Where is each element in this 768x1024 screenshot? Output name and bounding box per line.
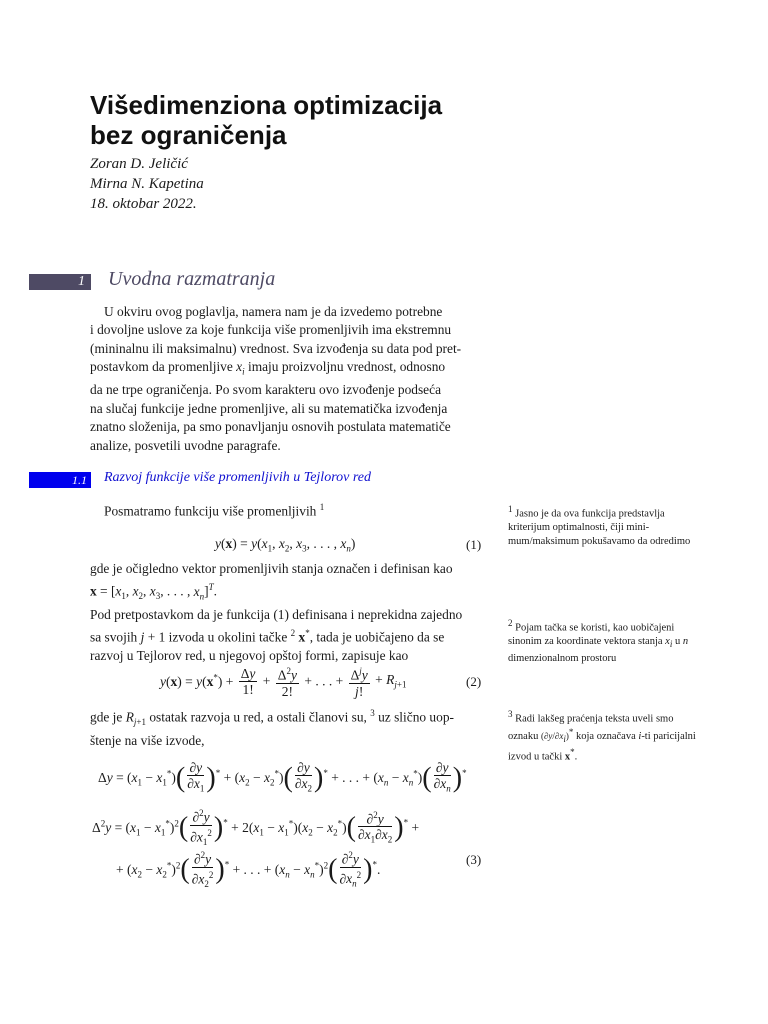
p3-line: Pod pretpostavkom da je funkcija (1) definisana i neprekidna zajedno <box>90 606 463 622</box>
paper-title <box>90 90 510 150</box>
equation-2-label: (2) <box>466 674 482 689</box>
equation-3-row-3: + $(x_2 - x_2^*)^2$( $\frac{\partial^2y}{\partial x_2^2}$ )* + . . . + $(x_n - x_n^*)^2$( $\frac{\partial^2y}{\partial x_n^2}$ )*. <box>116 850 381 889</box>
intro-line: da ne trpe ograničenja. Po svom karakteru ovo izvođenje podseća <box>90 382 442 398</box>
equation-2: y(x) = y(x*) + $\frac{\Delta y}{1!}$ + $\frac{\Delta^2y}{2!}$ + . . . + $\frac{\Delta^jy}{j!}$ + $R_{j+1}$ <box>160 665 407 699</box>
subsection-title: Razvoj funkcije više promenljivih u Tejlorov red <box>104 470 371 485</box>
paragraph-1 <box>90 498 482 521</box>
equation-3-row-2: $\Delta^2y = (x_1 - x_1^*)^2$( $\frac{\partial^2y}{\partial x_1^2}$ )$^* + 2(x_1 - x_1^*)(x_2 - x_2^*)$( $\frac{\partial^2y}{\partial x_1\partial x_2}$ )* + <box>92 808 420 847</box>
author-2: Mirna N. Kapetina <box>90 176 204 192</box>
note-1-text: Jasno je da ova funkcija predstavlja kriterijum optimalnosti, čiji mini-mum/maksimum pokušavamo da odredimo <box>508 508 691 547</box>
footnote-ref-1: 1 <box>319 502 325 512</box>
paragraph-4 <box>90 704 482 750</box>
date: 18. oktobar 2022. <box>90 196 197 212</box>
footnote-ref-3: 3 <box>370 708 375 718</box>
p3-line: razvoj u Tejlorov red, u njegovoj opštoj formi, zapisuje kao <box>90 648 409 664</box>
intro-line: U okviru ovog poglavlja, namera nam je da izvedemo potrebne <box>104 304 443 319</box>
title-line-2: bez ograničenja <box>90 120 287 150</box>
equation-1: $y(x) = y(x_1$, $x_2$, $x_3$, . . . , $x_n$) <box>215 536 356 554</box>
equation-3-row-1: $\Delta y = (x_1 - x_1^*)$( $\frac{\partial y}{\partial x_1}$ )$^* + (x_2 - x_2^*)$( $\frac{\partial y}{\partial x_2}$ )* + . . . + $(x_n - x_n^*)$( $\frac{\partial y}{\partial x_n}$ )* <box>98 760 467 794</box>
margin-note-2: $^2$ Pojam tačka se koristi, kao uobičajeni sinonim za koordinate vektora stanja $x_i$ u n dimenzionalnom prostoru <box>508 618 689 664</box>
intro-line: znatno složenija, pa smo ponavljanju osnovih postulata matematiče <box>90 419 451 435</box>
title-line-1: Višedimenziona optimizacija <box>90 90 443 120</box>
margin-note-1: $^1$ Jasno je da ova funkcija predstavlja kriterijum optimalnosti, čiji mini-mum/maksimum pokušavamo da odredimo <box>508 504 691 547</box>
intro-paragraph <box>90 303 482 455</box>
author-1: Zoran D. Jeličić <box>90 156 188 172</box>
intro-line: na slučaj funkcije jedne promenljive, ali su matematička izvođenja <box>90 400 448 416</box>
section-title: Uvodna razmatranja <box>108 268 276 290</box>
p3-line: sa svojih j + 1 izvoda u okolini tačke $^2$ x*, tada je uobičajeno da se <box>90 628 445 645</box>
p2-vector: $x = [x_1$, $x_2$, $x_3$, . . . , $x_n]^T$. <box>90 582 217 602</box>
margin-note-3: $^3$ Radi lakšeg praćenja teksta uveli smo oznaku $(\partial y/\partial x_i)^*$ koja označava i-ti paricijalni izvod u tački x*. <box>508 709 696 763</box>
intro-line: i dovoljne uslove za koje funkcija više promenljivih ima ekstremnu <box>90 322 452 338</box>
p2-line: gde je očigledno vektor promenljivih stanja označen i definisan kao <box>90 561 453 576</box>
intro-line: analize, posvetili uvodne paragrafe. <box>90 437 281 453</box>
p4-line: gde je $R_{j+1}$ ostatak razvoja u red, a ostali članovi su, $^3$ uz slično uop- <box>90 708 454 728</box>
footnote-ref-2: 2 <box>290 628 296 639</box>
paragraph-2 <box>90 560 482 666</box>
p1-text: Posmatramo funkciju više promenljivih <box>104 503 317 519</box>
subsection-number: 1.1 <box>29 472 91 488</box>
intro-line: postavkom da promenljive $x_i$ imaju proizvoljnu vrednost, odnosno <box>90 359 446 377</box>
p4-line: štenje na više izvode, <box>90 732 205 748</box>
intro-line: (mininalnu ili maksimalnu) vrednost. Sva izvođenja su data pod pret- <box>90 340 462 356</box>
equation-1-label: (1) <box>466 537 482 552</box>
section-number: 1 <box>29 274 91 290</box>
equation-3-label: (3) <box>466 852 482 867</box>
